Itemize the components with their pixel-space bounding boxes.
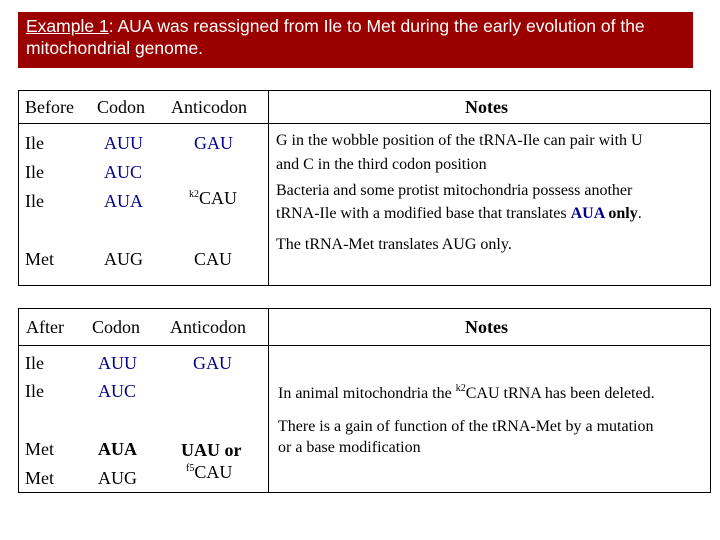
after-codon-4: AUG: [98, 468, 137, 488]
after-note-1-text: In animal mitochondria the: [278, 385, 456, 402]
after-anticodon-1: GAU: [193, 353, 232, 373]
after-aa-4: Met: [25, 468, 54, 488]
before-anticodon-3-base: CAU: [199, 188, 238, 208]
before-notes-divider: [268, 91, 269, 285]
after-codon-header: Codon: [92, 317, 141, 337]
example-label: Example 1: [26, 16, 109, 36]
before-aa-3: Ile: [25, 191, 44, 211]
before-anticodon-3: [189, 188, 237, 208]
after-aa-1: Ile: [25, 353, 44, 373]
after-notes-divider: [268, 309, 269, 492]
after-note-1-modification: k2: [455, 383, 466, 394]
before-codon-3: AUA: [104, 191, 143, 211]
after-aa-3: Met: [25, 439, 54, 459]
after-anticodon-3-base: CAU: [194, 462, 233, 482]
after-anticodon-3-line-2: [186, 462, 232, 482]
before-note-2-only: only: [604, 205, 638, 222]
before-note-2-line-1: Bacteria and some protist mitochondria possess another: [276, 182, 633, 199]
before-notes-header: Notes: [465, 97, 508, 117]
before-note-1-line-1: G in the wobble position of the tRNA-Ile can pair with U: [276, 132, 643, 149]
before-note-2-text: tRNA-Ile with a modified base that translates: [276, 205, 571, 222]
after-anticodon-3-modification: f5: [186, 463, 195, 474]
after-codon-3: AUA: [98, 439, 137, 459]
before-anticodon-header: Anticodon: [171, 97, 247, 117]
before-anticodon-1: GAU: [194, 133, 233, 153]
after-note-1: [278, 383, 655, 405]
after-aa-2: Ile: [25, 381, 44, 401]
after-anticodon-header: Anticodon: [170, 317, 246, 337]
before-codon-4: AUG: [104, 249, 143, 269]
before-note-3: The tRNA-Met translates AUG only.: [276, 236, 512, 253]
after-notes-header: Notes: [465, 317, 508, 337]
before-header-divider: [19, 123, 710, 124]
before-header: Before: [25, 97, 74, 117]
example-banner: [18, 12, 693, 68]
before-codon-1: AUU: [104, 133, 143, 153]
after-header: After: [26, 317, 64, 337]
after-note-2-line-1: There is a gain of function of the tRNA-Met by a mutation: [278, 418, 654, 435]
before-note-2-aua: AUA: [570, 205, 605, 222]
after-note-2-line-2: or a base modification: [278, 439, 421, 456]
before-codon-header: Codon: [97, 97, 146, 117]
before-aa-1: Ile: [25, 133, 44, 153]
example-text: : AUA was reassigned from Ile to Met during the early evolution of the mitochondrial genome.: [26, 16, 645, 58]
before-aa-2: Ile: [25, 162, 44, 182]
after-anticodon-3-line-1: UAU or: [181, 440, 242, 460]
before-note-2-period: .: [637, 205, 642, 222]
before-aa-4: Met: [25, 249, 54, 269]
before-note-2-line-2: [276, 203, 642, 225]
before-note-1-line-2: and C in the third codon position: [276, 156, 487, 173]
before-anticodon-4: CAU: [194, 249, 233, 269]
after-note-1-rest: CAU tRNA has been deleted.: [465, 385, 655, 402]
after-codon-2: AUC: [98, 381, 137, 401]
after-codon-1: AUU: [98, 353, 137, 373]
before-codon-2: AUC: [104, 162, 143, 182]
before-anticodon-3-modification: k2: [189, 189, 199, 200]
after-header-divider: [19, 345, 710, 346]
